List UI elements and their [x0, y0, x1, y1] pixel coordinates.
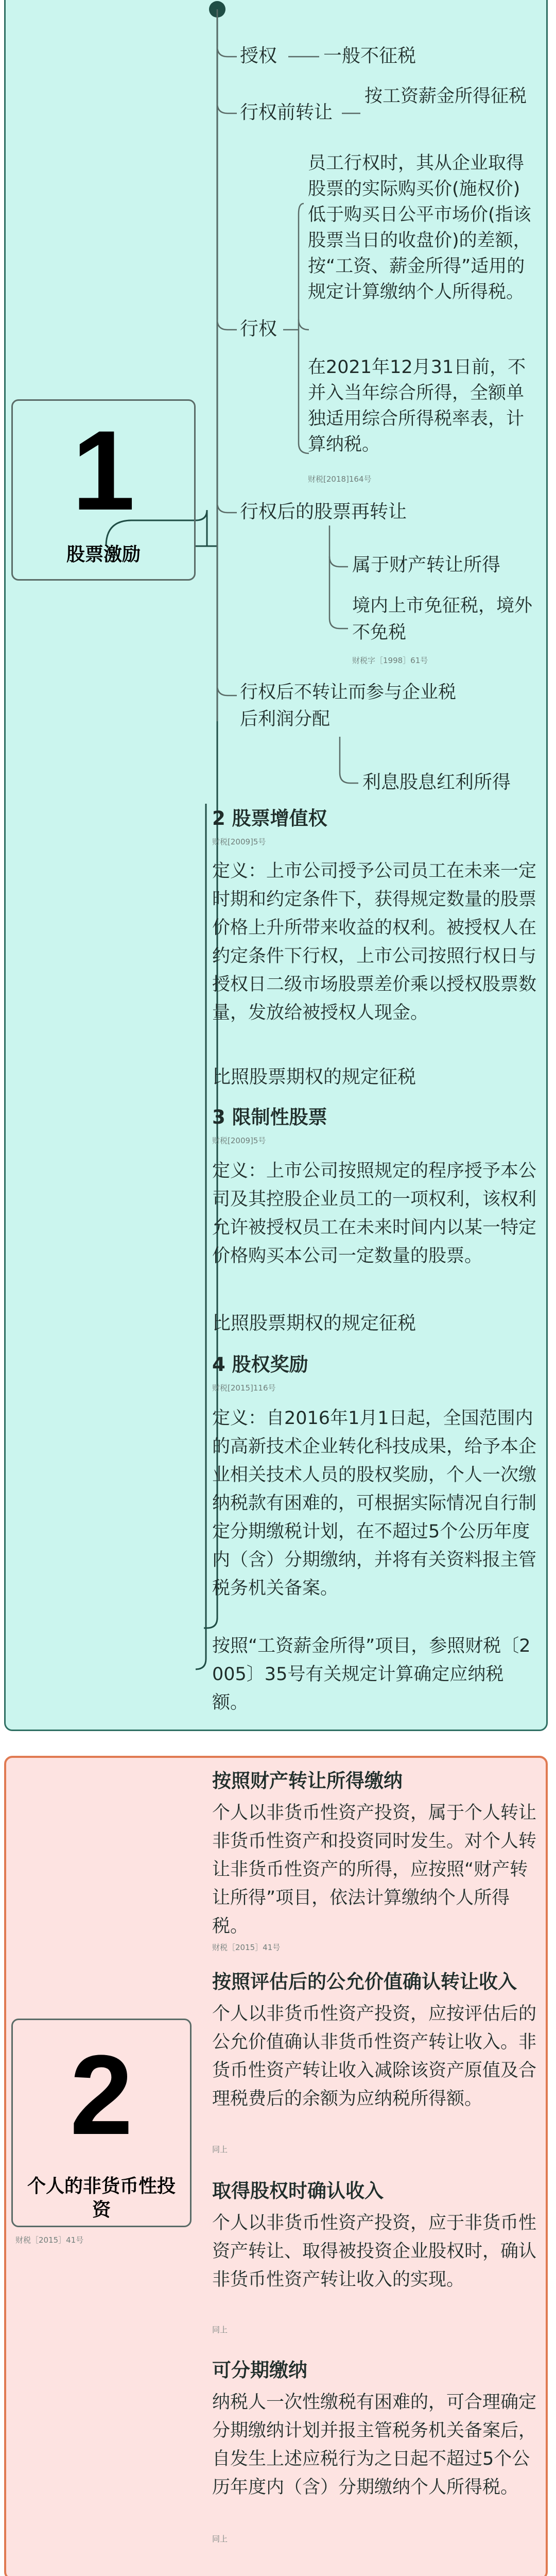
exercise-label: 行权 [240, 318, 277, 340]
nonmonetary-item-4-ref: 同上 [212, 2534, 228, 2544]
award-definition: 定义：自2016年1月1日起，全国范围内的高新技术企业转化科技成果，给予本企业相关技术人员的股权奖励，个人一次缴纳税款有困难的，可根据实际情况自行制定分期缴税计划，在不超过5个公历年度内（含）分期缴纳，并将有关资料报主管税务机关备案。 [212, 1408, 537, 1599]
section-2-ref: 财税［2015］41号 [15, 2235, 84, 2245]
restricted-heading: 3 限制性股票 [212, 1106, 327, 1128]
post-transfer-item-1: 属于财产转让所得 [352, 554, 501, 575]
no-transfer-label: 行权后不转让而参与企业税后利润分配 [240, 682, 457, 730]
section-1-number: 1 [72, 407, 135, 534]
restricted-definition: 定义：上市公司按照规定的程序授予本公司及其控股企业员工的一项权利，该权利允许被授权员工在未来时间内以某一特定价格购买本公司一定数量的股票。 [212, 1161, 537, 1266]
no-transfer-item: 利息股息红利所得 [362, 772, 511, 793]
grant-label: 授权 [240, 45, 277, 66]
exercise-ref: 财税[2018]164号 [308, 474, 372, 484]
nonmonetary-item-2-ref: 同上 [212, 2145, 228, 2154]
sar-definition: 定义：上市公司授予公司员工在未来一定时期和约定条件下，获得规定数量的股票价格上升所带来收益的权利。被授权人在约定条件下行权，上市公司按照行权日与授权日二级市场股票差价乘以授权股票数量，发放给被授权人现金。 [212, 861, 537, 1023]
nonmonetary-item-2-heading: 按照评估后的公允价值确认转让收入 [212, 1971, 517, 1993]
nonmonetary-item-4-text: 纳税人一次性缴税有困难的，可合理确定分期缴纳计划并报主管税务机关备案后，自发生上述应税行为之日起不超过5个公历年度内（含）分期缴纳个人所得税。 [212, 2392, 537, 2498]
award-ref: 财税[2015]116号 [212, 1383, 276, 1393]
award-rule: 按照“工资薪金所得”项目，参照财税〔2005〕35号有关规定计算确定应纳税额。 [212, 1636, 531, 1713]
nonmonetary-item-3-ref: 同上 [212, 2325, 228, 2334]
sar-rule: 比照股票期权的规定征税 [212, 1066, 416, 1088]
sar-ref: 财税[2009]5号 [212, 837, 266, 846]
pre-transfer-value: 按工资薪金所得征税 [364, 86, 527, 107]
section-2-box [11, 2019, 192, 2227]
exercise-text-1: 员工行权时，其从企业取得股票的实际购买价(施权价)低于购买日公平市场价(指该股票当日的收盘价)的差额，按“工资、薪金所得”适用的规定计算缴纳个人所得税。 [308, 153, 531, 302]
post-transfer-ref: 财税字［1998］61号 [352, 656, 428, 665]
nonmonetary-item-1-text: 个人以非货币性资产投资，属于个人转让非货币性资产和投资同时发生。对个人转让非货币性资产的所得，应按照“财产转让所得”项目，依法计算缴纳个人所得税。 [212, 1803, 537, 1937]
grant-value: 一般不征税 [323, 45, 416, 66]
award-heading: 4 股权奖励 [212, 1353, 308, 1376]
post-transfer-item-2: 境内上市免征税，境外不免税 [352, 596, 533, 643]
post-transfer-label: 行权后的股票再转让 [240, 501, 407, 522]
exercise-text-2: 在2021年12月31日前，不并入当年综合所得，全额单独适用综合所得税率表，计算纳税。 [308, 357, 526, 455]
nonmonetary-item-1-ref: 财税［2015］41号 [212, 1943, 281, 1952]
sar-heading: 2 股票增值权 [212, 807, 327, 829]
section-2-title: 个人的非货币性投资 [27, 2176, 176, 2221]
restricted-ref: 财税[2009]5号 [212, 1136, 266, 1145]
nonmonetary-item-1-heading: 按照财产转让所得缴纳 [212, 1770, 403, 1792]
section-1-title: 股票激励 [66, 544, 141, 565]
section-1-box [11, 399, 196, 581]
nonmonetary-item-2-text: 个人以非货币性资产投资，应按评估后的公允价值确认非货币性资产转让收入。非货币性资产转让收入减除该资产原值及合理税费后的余额为应纳税所得额。 [212, 2004, 537, 2109]
restricted-rule: 比照股票期权的规定征税 [212, 1313, 416, 1334]
nonmonetary-item-3-text: 个人以非货币性资产投资，应于非货币性资产转让、取得被投资企业股权时，确认非货币性资产转让收入的实现。 [212, 2213, 537, 2290]
pre-transfer-label: 行权前转让 [240, 102, 333, 123]
section-2-number: 2 [70, 2031, 133, 2158]
nonmonetary-item-4-heading: 可分期缴纳 [212, 2359, 307, 2381]
nonmonetary-item-3-heading: 取得股权时确认收入 [212, 2180, 384, 2202]
